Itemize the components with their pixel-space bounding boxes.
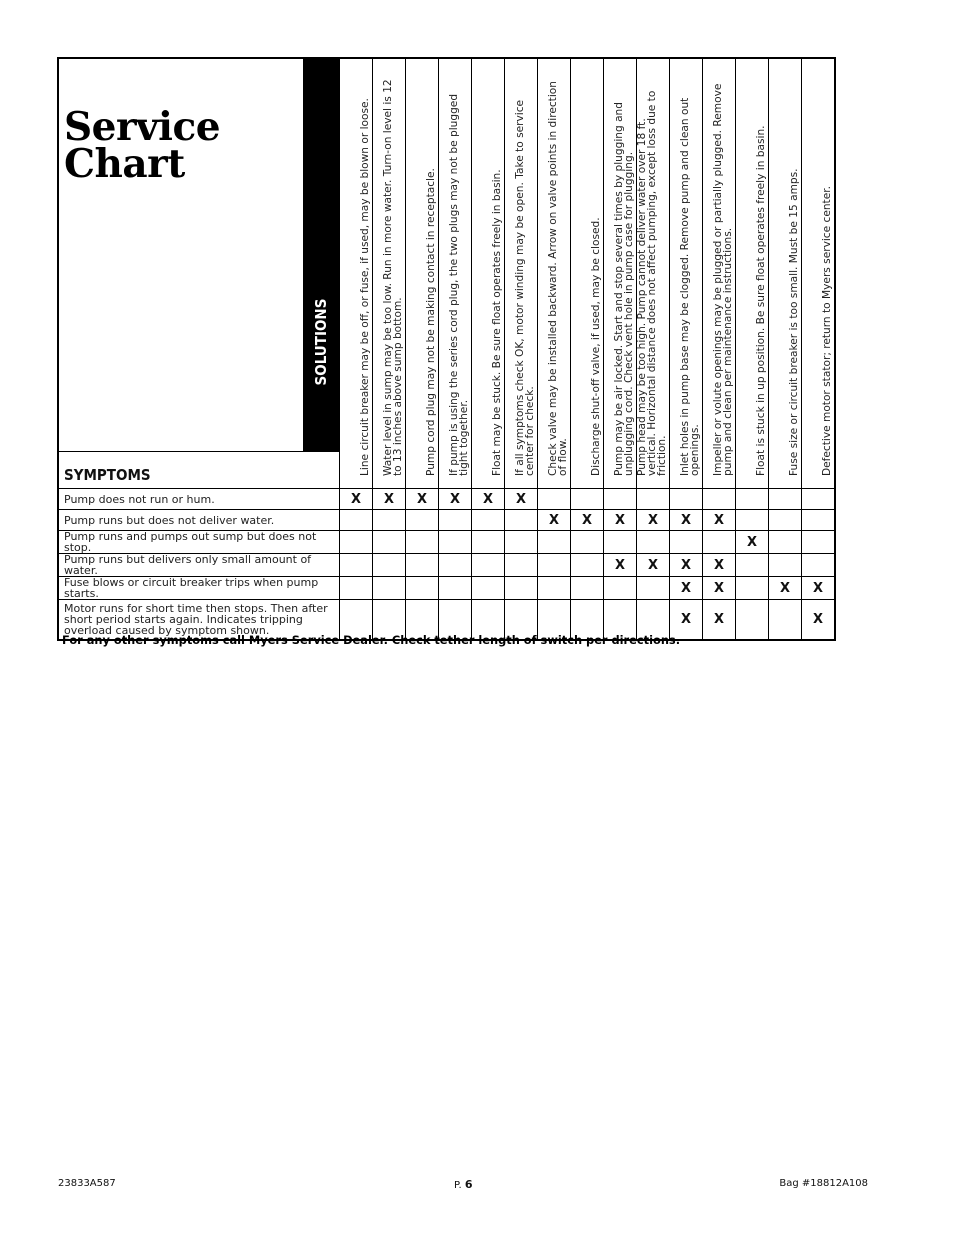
- symptom-text: Pump runs but does not deliver water.: [58, 510, 340, 531]
- empty-cell: [571, 577, 604, 600]
- empty-cell: [373, 510, 406, 531]
- empty-cell: [406, 510, 439, 531]
- check-mark: X: [571, 510, 604, 531]
- empty-cell: [571, 554, 604, 577]
- solution-text: Pump head may be too high. Pump cannot deliver water over 18 ft. vertical. Horizontal distance does not affect pumping, except loss due to friction.: [636, 90, 668, 476]
- solutions-label: SOLUTIONS: [311, 298, 330, 386]
- solution-header-7: [538, 58, 571, 489]
- check-mark: X: [736, 531, 769, 554]
- bag-number: Bag #18812A108: [779, 1178, 868, 1189]
- empty-cell: [538, 577, 571, 600]
- empty-cell: [439, 510, 472, 531]
- symptom-row: [58, 531, 835, 554]
- check-mark: X: [802, 600, 836, 640]
- solution-header-3: [406, 58, 439, 489]
- service-chart-table: [57, 57, 836, 641]
- empty-cell: [571, 489, 604, 510]
- empty-cell: [439, 577, 472, 600]
- solution-header-13: [736, 58, 769, 489]
- solution-header-11: [670, 58, 703, 489]
- solution-text: Discharge shut-off valve, if used, may be closed.: [590, 217, 602, 476]
- check-mark: X: [505, 489, 538, 510]
- check-mark: X: [703, 554, 736, 577]
- solution-text: Float is stuck in up position. Be sure float operates freely in basin.: [755, 125, 767, 476]
- check-mark: X: [406, 489, 439, 510]
- solution-header-5: [472, 58, 505, 489]
- solution-text: Fuse size or circuit breaker is too small. Must be 15 amps.: [788, 168, 800, 476]
- check-mark: X: [703, 577, 736, 600]
- check-mark: X: [670, 577, 703, 600]
- solution-header-12: [703, 58, 736, 489]
- solution-header-4: [439, 58, 472, 489]
- check-mark: X: [604, 510, 637, 531]
- solution-header-8: [571, 58, 604, 489]
- solution-text: Water level in sump may be too low. Run in more water. Turn-on level is 12 to 13 inches above sump bottom.: [382, 79, 404, 476]
- chart-title-cell: [58, 58, 303, 452]
- check-mark: X: [373, 489, 406, 510]
- empty-cell: [703, 531, 736, 554]
- empty-cell: [736, 510, 769, 531]
- empty-cell: [472, 577, 505, 600]
- empty-cell: [406, 531, 439, 554]
- solution-text: Inlet holes in pump base may be clogged. Remove pump and clean out openings.: [679, 97, 701, 476]
- page-number-value: 6: [464, 1178, 473, 1191]
- empty-cell: [802, 554, 836, 577]
- empty-cell: [505, 510, 538, 531]
- empty-cell: [406, 577, 439, 600]
- empty-cell: [736, 600, 769, 640]
- page-prefix: P.: [454, 1180, 462, 1191]
- empty-cell: [340, 510, 373, 531]
- empty-cell: [538, 489, 571, 510]
- page-number: [454, 1178, 473, 1191]
- empty-cell: [802, 531, 836, 554]
- symptom-row: [58, 489, 835, 510]
- chart-title-line2: Chart: [64, 141, 185, 187]
- footnote: For any other symptoms call Myers Service Dealer. Check tether length of switch per directions.: [62, 633, 681, 647]
- symptoms-label: SYMPTOMS: [58, 452, 340, 489]
- empty-cell: [604, 577, 637, 600]
- symptom-row: [58, 577, 835, 600]
- solution-text: Check valve may be installed backward. Arrow on valve points in direction of flow.: [547, 81, 569, 476]
- check-mark: X: [703, 510, 736, 531]
- empty-cell: [736, 577, 769, 600]
- empty-cell: [802, 489, 836, 510]
- empty-cell: [769, 554, 802, 577]
- empty-cell: [637, 531, 670, 554]
- solution-header-2: [373, 58, 406, 489]
- empty-cell: [802, 510, 836, 531]
- solution-header-14: [769, 58, 802, 489]
- symptom-text: Pump runs and pumps out sump but does not stop.: [58, 531, 340, 554]
- chart-title: [64, 104, 221, 187]
- empty-cell: [637, 489, 670, 510]
- empty-cell: [505, 577, 538, 600]
- empty-cell: [604, 531, 637, 554]
- empty-cell: [769, 489, 802, 510]
- empty-cell: [703, 489, 736, 510]
- empty-cell: [472, 554, 505, 577]
- symptom-row: [58, 510, 835, 531]
- symptom-text: Pump does not run or hum.: [58, 489, 340, 510]
- empty-cell: [736, 489, 769, 510]
- empty-cell: [736, 554, 769, 577]
- empty-cell: [505, 531, 538, 554]
- empty-cell: [769, 510, 802, 531]
- empty-cell: [769, 600, 802, 640]
- solution-header-10: [637, 58, 670, 489]
- symptom-row: [58, 554, 835, 577]
- empty-cell: [340, 554, 373, 577]
- solution-text: Pump may be air locked. Start and stop several times by plugging and unplugging cord. Check vent hole in pump case for plugging.: [613, 102, 635, 476]
- empty-cell: [538, 554, 571, 577]
- symptom-text: Pump runs but delivers only small amount of water.: [58, 554, 340, 577]
- check-mark: X: [670, 554, 703, 577]
- check-mark: X: [670, 600, 703, 640]
- empty-cell: [439, 554, 472, 577]
- empty-cell: [571, 531, 604, 554]
- solution-header-6: [505, 58, 538, 489]
- check-mark: X: [637, 554, 670, 577]
- check-mark: X: [604, 554, 637, 577]
- doc-number: 23833A587: [58, 1178, 116, 1189]
- solution-text: Pump cord plug may not be making contact in receptacle.: [425, 168, 437, 476]
- solution-text: Line circuit breaker may be off, or fuse, if used, may be blown or loose.: [359, 98, 371, 476]
- solution-text: If all symptoms check OK, motor winding may be open. Take to service center for check.: [514, 99, 536, 476]
- chart-title-line1: Service: [64, 104, 221, 150]
- solution-text: Defective motor stator; return to Myers service center.: [821, 186, 833, 476]
- empty-cell: [670, 531, 703, 554]
- check-mark: X: [802, 577, 836, 600]
- solutions-label-cell: [303, 58, 339, 452]
- check-mark: X: [538, 510, 571, 531]
- check-mark: X: [439, 489, 472, 510]
- check-mark: X: [472, 489, 505, 510]
- solution-header-9: [604, 58, 637, 489]
- check-mark: X: [703, 600, 736, 640]
- solution-text: If pump is using the series cord plug, the two plugs may not be plugged tight together.: [448, 93, 470, 476]
- empty-cell: [538, 531, 571, 554]
- empty-cell: [472, 531, 505, 554]
- empty-cell: [373, 577, 406, 600]
- empty-cell: [604, 489, 637, 510]
- empty-cell: [373, 531, 406, 554]
- empty-cell: [505, 554, 538, 577]
- symptom-text: Fuse blows or circuit breaker trips when pump starts.: [58, 577, 340, 600]
- empty-cell: [637, 577, 670, 600]
- solution-header-1: [340, 58, 373, 489]
- empty-cell: [769, 531, 802, 554]
- solution-text: Impeller or volute openings may be plugged or partially plugged. Remove pump and clean per maintenance instructions.: [712, 83, 734, 476]
- check-mark: X: [637, 510, 670, 531]
- solution-text: Float may be stuck. Be sure float operates freely in basin.: [491, 169, 503, 476]
- empty-cell: [340, 577, 373, 600]
- symptom-text: Motor runs for short time then stops. Then after short period starts again. Indicates tripping overload caused by symptom shown.: [58, 600, 340, 640]
- empty-cell: [670, 489, 703, 510]
- check-mark: X: [340, 489, 373, 510]
- empty-cell: [373, 554, 406, 577]
- empty-cell: [439, 531, 472, 554]
- solutions-header-row: [58, 58, 835, 452]
- empty-cell: [406, 554, 439, 577]
- empty-cell: [472, 510, 505, 531]
- check-mark: X: [769, 577, 802, 600]
- solution-header-15: [802, 58, 836, 489]
- check-mark: X: [670, 510, 703, 531]
- empty-cell: [340, 531, 373, 554]
